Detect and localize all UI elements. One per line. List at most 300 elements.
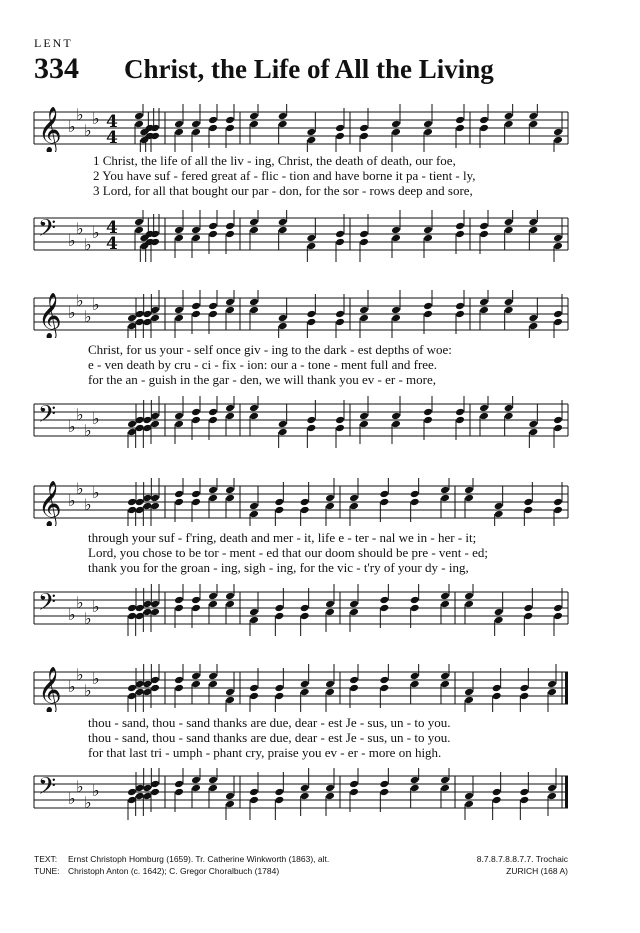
- bass-staff: [0, 584, 640, 636]
- note-head: [191, 234, 201, 243]
- note-head: [423, 120, 433, 129]
- note-head: [306, 310, 316, 319]
- note-head: [553, 310, 563, 319]
- note-head: [440, 486, 450, 495]
- note-head: [278, 322, 288, 331]
- note-head: [174, 306, 184, 315]
- note-head: [249, 404, 259, 413]
- note-head: [492, 684, 502, 693]
- note-head: [455, 124, 465, 133]
- note-head: [335, 132, 345, 141]
- lyric-line: Christ, for us your - self once giv - ing to the dark - est depths of woe:: [88, 342, 452, 357]
- note-head: [379, 684, 389, 693]
- note-head: [492, 692, 502, 701]
- note-head: [455, 310, 465, 319]
- note-head: [504, 298, 514, 307]
- note-head: [174, 420, 184, 429]
- note-head: [464, 696, 474, 705]
- note-head: [150, 420, 160, 429]
- text-credit: Ernst Christoph Homburg (1659). Tr. Catherine Winkworth (1863), alt.: [68, 854, 330, 864]
- note-head: [519, 684, 529, 693]
- flat-icon: ♭: [84, 793, 92, 812]
- note-head: [274, 498, 284, 507]
- flat-icon: ♭: [84, 681, 92, 700]
- note-head: [249, 120, 259, 129]
- lyric-block: [88, 715, 570, 760]
- note-head: [300, 792, 310, 801]
- note-head: [479, 230, 489, 239]
- note-head: [174, 676, 184, 685]
- note-head: [174, 128, 184, 137]
- flat-icon: ♭: [76, 405, 84, 424]
- note-head: [359, 230, 369, 239]
- note-head: [225, 792, 235, 801]
- note-head: [523, 612, 533, 621]
- note-head: [249, 298, 259, 307]
- note-head: [492, 788, 502, 797]
- note-head: [494, 608, 504, 617]
- flat-icon: ♭: [76, 479, 84, 498]
- note-head: [225, 592, 235, 601]
- credits: [34, 853, 329, 877]
- note-head: [440, 600, 450, 609]
- note-head: [349, 608, 359, 617]
- note-head: [208, 310, 218, 319]
- note-head: [379, 788, 389, 797]
- note-head: [359, 314, 369, 323]
- time-signature-bottom: 4: [106, 234, 118, 254]
- note-head: [410, 672, 420, 681]
- note-head: [208, 600, 218, 609]
- note-head: [455, 416, 465, 425]
- bass-staff: [0, 768, 640, 820]
- treble-staff: [0, 290, 640, 338]
- note-head: [464, 592, 474, 601]
- note-head: [306, 424, 316, 433]
- note-head: [278, 420, 288, 429]
- note-head: [553, 424, 563, 433]
- note-head: [225, 688, 235, 697]
- lyric-block: [88, 342, 570, 387]
- note-head: [423, 234, 433, 243]
- flat-icon: ♭: [92, 409, 100, 428]
- note-head: [410, 596, 420, 605]
- flat-icon: ♭: [76, 219, 84, 238]
- treble-clef-icon: 𝄞: [38, 667, 62, 712]
- flat-icon: ♭: [92, 597, 100, 616]
- treble-staff: [0, 104, 640, 152]
- note-head: [249, 616, 259, 625]
- note-head: [379, 490, 389, 499]
- note-head: [208, 124, 218, 133]
- note-head: [300, 784, 310, 793]
- note-head: [278, 218, 288, 227]
- note-head: [249, 608, 259, 617]
- note-head: [464, 600, 474, 609]
- time-signature-top: 4: [106, 218, 118, 238]
- note-head: [300, 498, 310, 507]
- note-head: [191, 680, 201, 689]
- note-head: [300, 506, 310, 515]
- note-head: [553, 498, 563, 507]
- note-head: [494, 616, 504, 625]
- flat-icon: ♭: [92, 483, 100, 502]
- note-head: [134, 218, 144, 227]
- note-head: [359, 412, 369, 421]
- note-head: [208, 494, 218, 503]
- note-head: [391, 120, 401, 129]
- note-head: [335, 230, 345, 239]
- note-head: [208, 776, 218, 785]
- lyric-line: through your suf - f'ring, death and mer - it, life e - ter - nal we in - her - it;: [88, 530, 477, 545]
- note-head: [208, 680, 218, 689]
- note-head: [249, 796, 259, 805]
- note-head: [225, 306, 235, 315]
- note-head: [278, 314, 288, 323]
- note-head: [306, 234, 316, 243]
- note-head: [410, 680, 420, 689]
- note-head: [174, 684, 184, 693]
- note-head: [150, 314, 160, 323]
- note-head: [528, 218, 538, 227]
- note-head: [479, 306, 489, 315]
- lyric-block: [93, 153, 575, 198]
- note-head: [300, 688, 310, 697]
- lyric-line: 3 Lord, for all that bought our par - don, for the sor - rows deep and sore,: [93, 183, 473, 198]
- note-head: [479, 124, 489, 133]
- lyric-line: 1 Christ, the life of all the liv - ing, Christ, the death of death, our foe,: [93, 153, 456, 168]
- note-head: [455, 222, 465, 231]
- note-head: [134, 120, 144, 129]
- note-head: [547, 792, 557, 801]
- note-head: [191, 498, 201, 507]
- note-head: [208, 486, 218, 495]
- final-barline: [565, 672, 568, 704]
- note-head: [547, 784, 557, 793]
- flat-icon: ♭: [84, 235, 92, 254]
- note-head: [174, 780, 184, 789]
- treble-staff: [0, 478, 640, 526]
- flat-icon: ♭: [92, 223, 100, 242]
- note-head: [553, 506, 563, 515]
- note-head: [504, 412, 514, 421]
- lyric-line: thou - sand, thou - sand thanks are due, dear - est Je - sus, un - to you.: [88, 715, 451, 730]
- flat-icon: ♭: [68, 417, 76, 436]
- note-head: [150, 788, 160, 797]
- note-head: [440, 592, 450, 601]
- note-head: [553, 136, 563, 145]
- tune-credit: Christoph Anton (c. 1642); C. Gregor Choralbuch (1784): [68, 866, 280, 876]
- note-head: [150, 502, 160, 511]
- note-head: [191, 784, 201, 793]
- flat-icon: ♭: [84, 121, 92, 140]
- note-head: [274, 612, 284, 621]
- flat-icon: ♭: [92, 781, 100, 800]
- note-head: [249, 306, 259, 315]
- note-head: [464, 800, 474, 809]
- note-head: [335, 310, 345, 319]
- note-head: [349, 600, 359, 609]
- note-head: [249, 692, 259, 701]
- note-head: [359, 306, 369, 315]
- note-head: [349, 684, 359, 693]
- note-head: [127, 684, 137, 693]
- note-head: [208, 784, 218, 793]
- treble-clef-icon: 𝄞: [38, 107, 62, 152]
- treble-clef-icon: 𝄞: [38, 481, 62, 526]
- note-head: [306, 318, 316, 327]
- note-head: [464, 494, 474, 503]
- note-head: [391, 226, 401, 235]
- note-head: [359, 420, 369, 429]
- note-head: [208, 672, 218, 681]
- flat-icon: ♭: [84, 495, 92, 514]
- note-head: [553, 318, 563, 327]
- treble-clef-icon: 𝄞: [38, 293, 62, 338]
- note-head: [325, 792, 335, 801]
- note-head: [225, 494, 235, 503]
- note-head: [423, 408, 433, 417]
- note-head: [519, 692, 529, 701]
- tune-label: TUNE:: [34, 866, 60, 876]
- note-head: [127, 314, 137, 323]
- flat-icon: ♭: [76, 291, 84, 310]
- note-head: [191, 776, 201, 785]
- note-head: [349, 676, 359, 685]
- note-head: [249, 112, 259, 121]
- note-head: [191, 120, 201, 129]
- note-head: [440, 494, 450, 503]
- note-head: [208, 302, 218, 311]
- note-head: [225, 222, 235, 231]
- note-head: [391, 306, 401, 315]
- flat-icon: ♭: [84, 609, 92, 628]
- final-barline: [565, 776, 568, 808]
- note-head: [455, 302, 465, 311]
- note-head: [274, 692, 284, 701]
- note-head: [134, 226, 144, 235]
- note-head: [249, 510, 259, 519]
- flat-icon: ♭: [68, 231, 76, 250]
- note-head: [553, 234, 563, 243]
- note-head: [464, 792, 474, 801]
- note-head: [150, 684, 160, 693]
- note-head: [335, 238, 345, 247]
- note-head: [127, 420, 137, 429]
- note-head: [528, 120, 538, 129]
- note-head: [504, 306, 514, 315]
- bass-staff: [0, 396, 640, 448]
- note-head: [335, 424, 345, 433]
- lyric-line: 2 You have suf - fered great af - flic - tion and have borne it pa - tient - ly,: [93, 168, 476, 183]
- note-head: [423, 310, 433, 319]
- tune-info: [477, 853, 568, 877]
- note-head: [150, 608, 160, 617]
- bass-clef-icon: 𝄢: [38, 400, 57, 433]
- note-head: [504, 120, 514, 129]
- note-head: [523, 498, 533, 507]
- note-head: [174, 314, 184, 323]
- note-head: [306, 128, 316, 137]
- note-head: [174, 120, 184, 129]
- note-head: [174, 596, 184, 605]
- note-head: [249, 218, 259, 227]
- note-head: [208, 408, 218, 417]
- note-head: [274, 506, 284, 515]
- note-head: [225, 600, 235, 609]
- flat-icon: ♭: [68, 491, 76, 510]
- note-head: [553, 128, 563, 137]
- flat-icon: ♭: [92, 295, 100, 314]
- note-head: [191, 596, 201, 605]
- time-signature-top: 4: [106, 112, 118, 132]
- note-head: [335, 416, 345, 425]
- note-head: [191, 408, 201, 417]
- note-head: [191, 490, 201, 499]
- note-head: [391, 420, 401, 429]
- note-head: [191, 604, 201, 613]
- note-head: [528, 420, 538, 429]
- meter: 8.7.8.7.8.8.7.7. Trochaic: [476, 854, 568, 864]
- note-head: [225, 696, 235, 705]
- flat-icon: ♭: [76, 665, 84, 684]
- tune-name: ZURICH (168 A): [506, 866, 568, 876]
- note-head: [528, 314, 538, 323]
- note-head: [274, 796, 284, 805]
- note-head: [423, 226, 433, 235]
- note-head: [423, 128, 433, 137]
- flat-icon: ♭: [76, 593, 84, 612]
- note-head: [455, 230, 465, 239]
- note-head: [225, 800, 235, 809]
- note-head: [300, 612, 310, 621]
- flat-icon: ♭: [68, 117, 76, 136]
- note-head: [249, 226, 259, 235]
- note-head: [479, 404, 489, 413]
- note-head: [174, 490, 184, 499]
- note-head: [174, 788, 184, 797]
- note-head: [553, 612, 563, 621]
- note-head: [455, 408, 465, 417]
- note-head: [410, 604, 420, 613]
- note-head: [410, 784, 420, 793]
- flat-icon: ♭: [76, 105, 84, 124]
- note-head: [174, 498, 184, 507]
- note-head: [455, 116, 465, 125]
- note-head: [249, 502, 259, 511]
- note-head: [359, 238, 369, 247]
- note-head: [464, 486, 474, 495]
- hymn-title: Christ, the Life of All the Living: [124, 54, 494, 84]
- note-head: [306, 416, 316, 425]
- note-head: [274, 684, 284, 693]
- note-head: [440, 680, 450, 689]
- note-head: [249, 412, 259, 421]
- flat-icon: ♭: [68, 303, 76, 322]
- note-head: [528, 226, 538, 235]
- note-head: [553, 604, 563, 613]
- note-head: [208, 416, 218, 425]
- note-head: [325, 688, 335, 697]
- note-head: [410, 490, 420, 499]
- note-head: [379, 780, 389, 789]
- note-head: [410, 498, 420, 507]
- note-head: [349, 494, 359, 503]
- note-head: [379, 604, 389, 613]
- bass-staff: [0, 210, 640, 262]
- note-head: [306, 242, 316, 251]
- note-head: [274, 788, 284, 797]
- note-head: [174, 604, 184, 613]
- note-head: [278, 120, 288, 129]
- note-head: [523, 604, 533, 613]
- note-head: [349, 502, 359, 511]
- note-head: [504, 226, 514, 235]
- note-head: [423, 416, 433, 425]
- note-head: [225, 116, 235, 125]
- flat-icon: ♭: [68, 789, 76, 808]
- note-head: [391, 234, 401, 243]
- note-head: [528, 322, 538, 331]
- flat-icon: ♭: [68, 677, 76, 696]
- note-head: [440, 784, 450, 793]
- flat-icon: ♭: [92, 109, 100, 128]
- note-head: [127, 788, 137, 797]
- note-head: [504, 404, 514, 413]
- note-head: [325, 784, 335, 793]
- note-head: [127, 604, 137, 613]
- lyric-line: thank you for the groan - ing, sigh - ing, for the vic - t'ry of your dy - ing,: [88, 560, 469, 575]
- note-head: [134, 112, 144, 121]
- note-head: [191, 128, 201, 137]
- note-head: [547, 688, 557, 697]
- note-head: [519, 796, 529, 805]
- bass-clef-icon: 𝄢: [38, 772, 57, 805]
- note-head: [225, 404, 235, 413]
- lyric-line: e - ven death by cru - ci - fix - ion: our a - tone - ment full and free.: [88, 357, 438, 372]
- note-head: [191, 226, 201, 235]
- note-head: [225, 230, 235, 239]
- note-head: [379, 498, 389, 507]
- note-head: [359, 132, 369, 141]
- note-head: [300, 680, 310, 689]
- note-head: [174, 234, 184, 243]
- note-head: [479, 116, 489, 125]
- note-head: [410, 776, 420, 785]
- note-head: [547, 680, 557, 689]
- note-head: [379, 596, 389, 605]
- note-head: [504, 112, 514, 121]
- hymn-number: 334: [34, 52, 79, 85]
- flat-icon: ♭: [92, 669, 100, 688]
- note-head: [335, 124, 345, 133]
- time-signature-bottom: 4: [106, 128, 118, 148]
- note-head: [494, 510, 504, 519]
- note-head: [528, 428, 538, 437]
- flat-icon: ♭: [84, 307, 92, 326]
- note-head: [306, 136, 316, 145]
- note-head: [208, 116, 218, 125]
- note-head: [274, 604, 284, 613]
- note-head: [325, 600, 335, 609]
- bass-clef-icon: 𝄢: [38, 588, 57, 621]
- flat-icon: ♭: [76, 777, 84, 796]
- note-head: [325, 680, 335, 689]
- note-head: [249, 684, 259, 693]
- note-head: [440, 672, 450, 681]
- note-head: [359, 124, 369, 133]
- lyric-block: [88, 530, 570, 575]
